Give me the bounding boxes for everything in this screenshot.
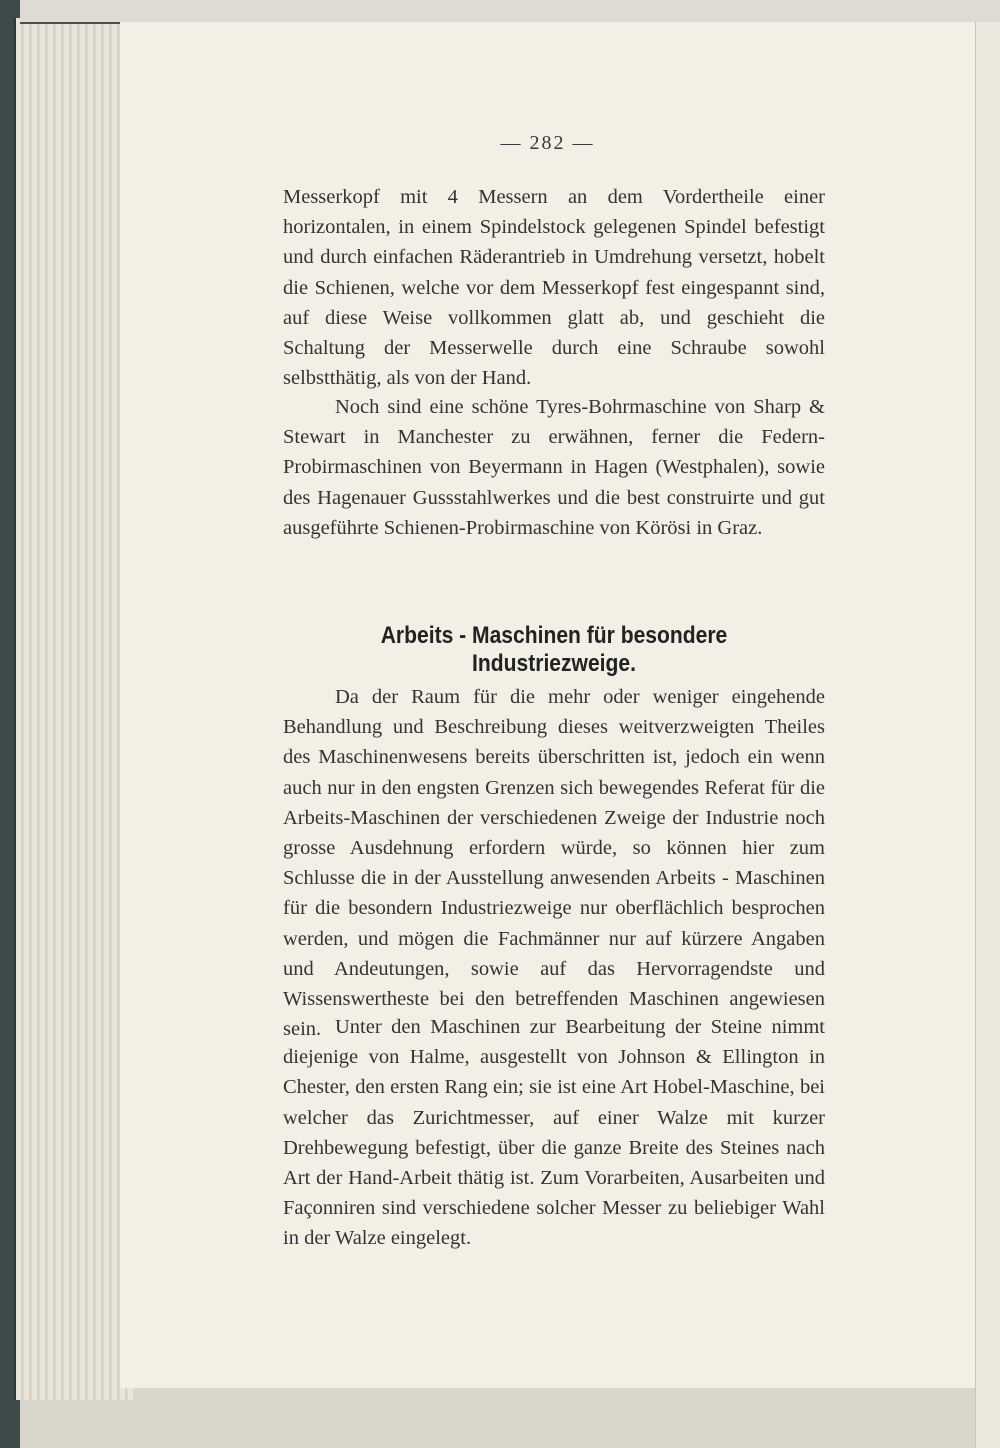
paragraph: Messerkopf mit 4 Messern an dem Vordertheile einer horizontalen, in einem Spindelstock gelegenen Spindel befestigt und durch einfachen Räderantrieb in Umdrehung versetzt, hobelt die Schienen, welche vor dem Messerkopf fest eingespannt sind, auf diese Weise vollkommen glatt ab, und geschieht die Schaltung der Messerwelle durch eine Schraube sowohl selbstthätig, als von der Hand. — [283, 186, 825, 390]
paragraph: Unter den Maschinen zur Bearbeitung der Steine nimmt diejenige von Halme, ausgestellt von Johnson & Ellington in Chester, den ersten Rang ein; sie ist eine Art Hobel-Maschine, bei welcher das Zurichtmesser, auf einer Walze mit kurzer Drehbewegung befestigt, über die ganze Breite des Steines nach Art der Hand-Arbeit thätig ist. Zum Vorarbeiten, Ausarbeiten und Façonniren sind verschiedene solcher Messer zu beliebiger Wahl in der Walze eingelegt. — [283, 1016, 825, 1250]
paragraph: Noch sind eine schöne Tyres-Bohrmaschine von Sharp & Stewart in Manchester zu erwähnen, ferner die Federn-Probirmaschinen von Beyermann in Hagen (Westphalen), sowie des Hagenauer Gussstahlwerkes und die best construirte und gut ausgeführte Schienen-Probirmaschine von Körösi in Graz. — [283, 396, 825, 539]
book-top-edge — [20, 0, 1000, 24]
page-stack-edges — [14, 18, 134, 1400]
book-page — [120, 22, 975, 1388]
paragraph: Da der Raum für die mehr oder weniger eingehende Behandlung und Beschreibung dieses weitverzweigten Theiles des Maschinenwesens bereits überschritten ist, jedoch ein wenn auch nur in den engsten Grenzen sich bewegendes Referat für die Arbeits-Maschinen der verschiedenen Zweige der Industrie noch grosse Ausdehnung erfordern würde, so können hier zum Schlusse die in der Ausstellung anwesenden Arbeits - Maschinen für die besondern Industriezweige nur oberflächlich besprochen werden, und mögen die Fachmänner nur auf kürzere Angaben und Andeutungen, sowie auf das Hervorragendste und Wissenswertheste bei den betreffenden Maschinen angewiesen sein. — [283, 686, 825, 1041]
page-number: — 282 — — [500, 132, 595, 154]
facing-page-edge — [975, 22, 1000, 1448]
section-heading: Arbeits - Maschinen für besondere Industriezweige. — [380, 622, 728, 677]
